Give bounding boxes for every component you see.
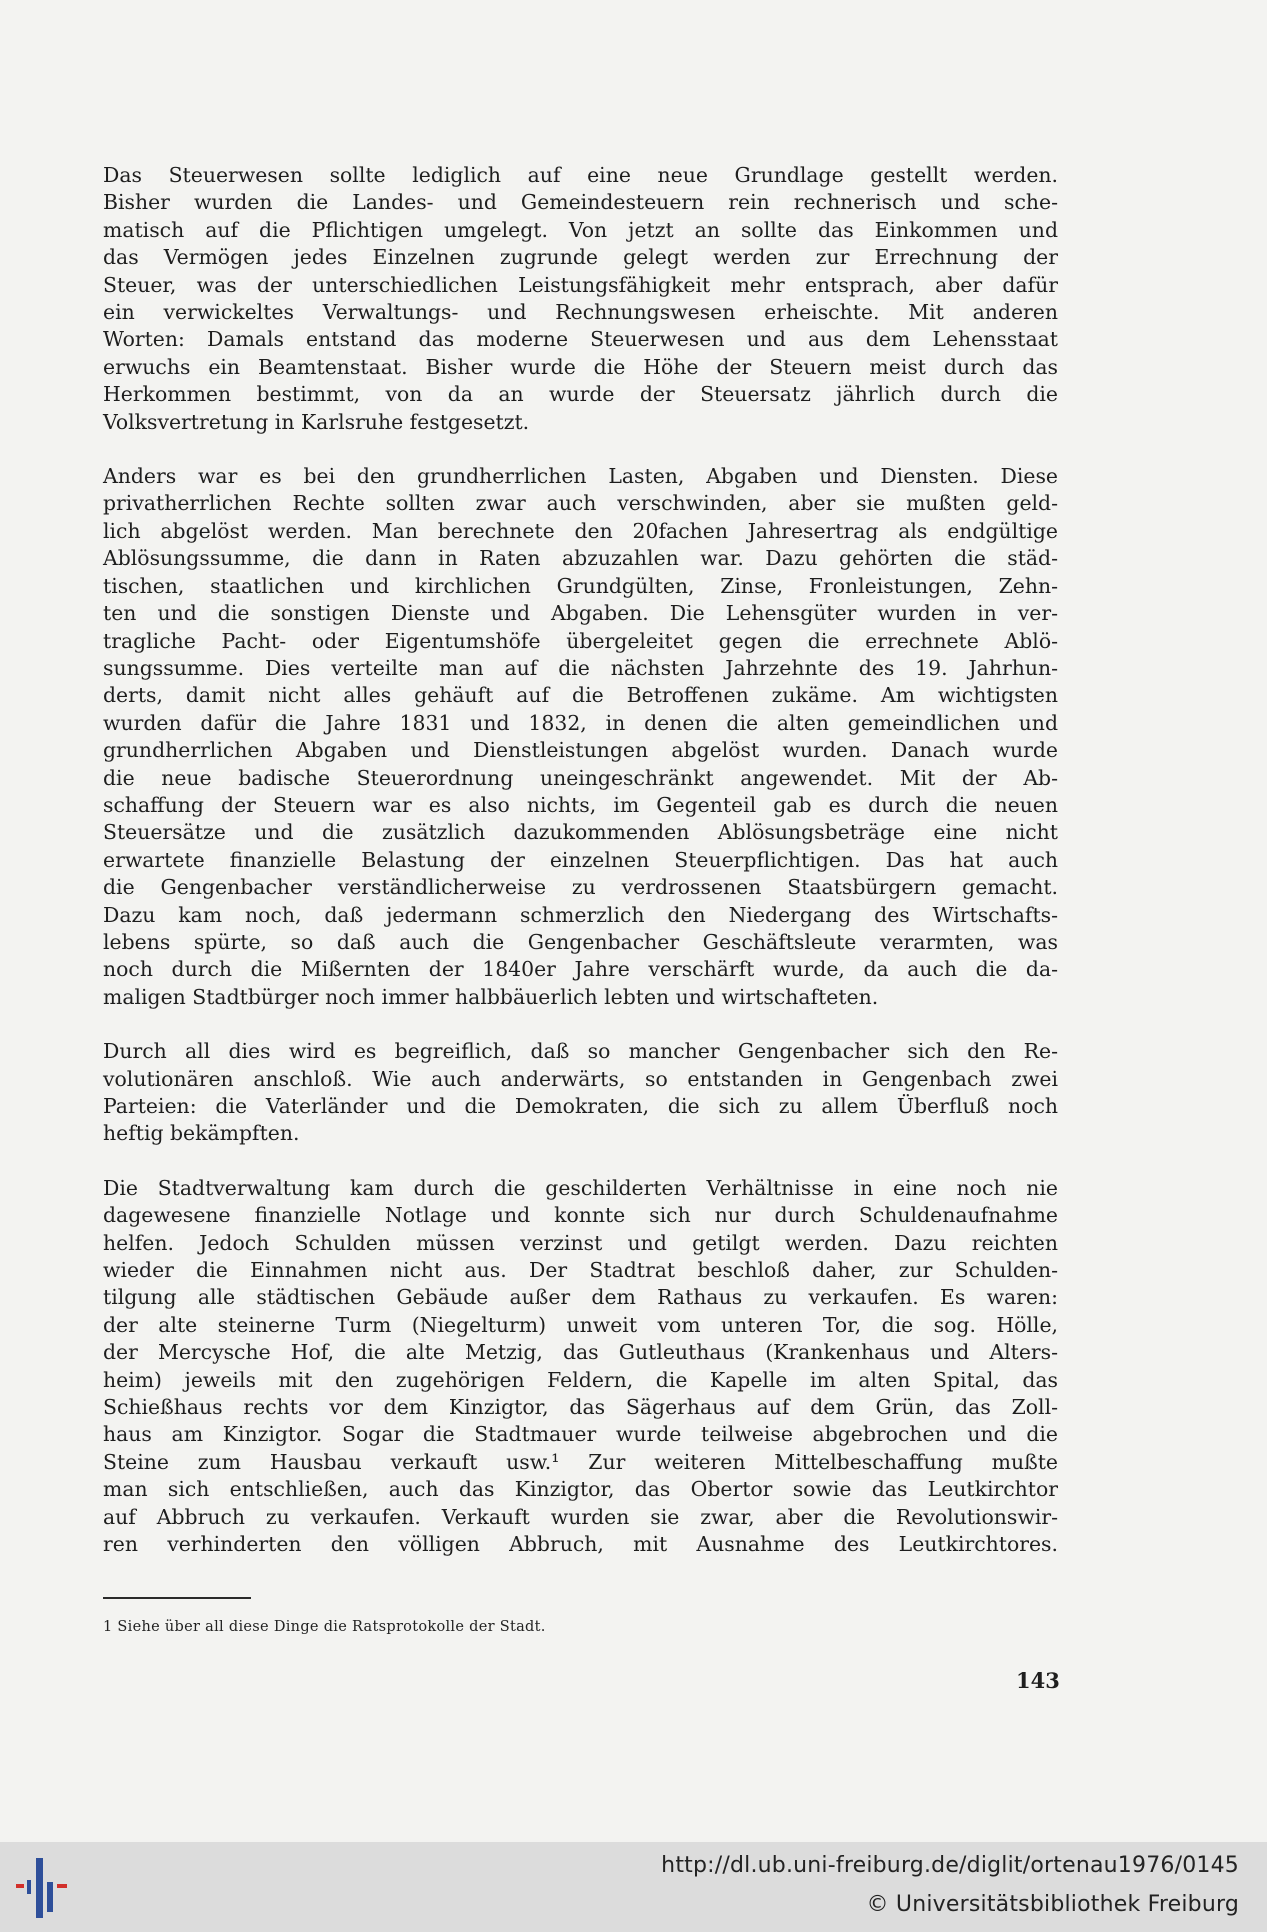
text-line: erwuchs ein Beamtenstaat. Bisher wurde die Höhe der Steuern meist durch das [103, 354, 1058, 379]
text-line: Steine zum Hausbau verkauft usw.¹ Zur weiteren Mittelbeschaffung mußte [103, 1449, 1058, 1474]
text-line: ren verhinderten den völligen Abbruch, mit Ausnahme des Leutkirchtores. [103, 1532, 1058, 1557]
text-line: ein verwickeltes Verwaltungs- und Rechnungswesen erheischte. Mit anderen [103, 300, 1058, 325]
text-line: das Vermögen jedes Einzelnen zugrunde gelegt werden zur Errechnung der [103, 245, 1058, 270]
text-line: schaffung der Steuern war es also nichts, im Gegenteil gab es durch die neuen [103, 792, 1058, 817]
text-line: haus am Kinzigtor. Sogar die Stadtmauer wurde teilweise abgebrochen und die [103, 1422, 1058, 1447]
text-line: grundherrlichen Abgaben und Dienstleistungen abgelöst wurden. Danach wurde [103, 738, 1058, 763]
text-line: Volksvertretung in Karlsruhe festgesetzt. [103, 409, 530, 434]
text-line: Schießhaus rechts vor dem Kinzigtor, das Sägerhaus auf dem Grün, das Zoll- [103, 1395, 1058, 1420]
text-line: tischen, staatlichen und kirchlichen Grundgülten, Zinse, Fronleistungen, Zehn- [103, 573, 1058, 598]
text-line: der alte steinerne Turm (Niegelturm) unweit vom unteren Tor, die sog. Hölle, [103, 1312, 1058, 1337]
text-line: ten und die sonstigen Dienste und Abgaben. Die Lehensgüter wurden in ver- [103, 601, 1058, 626]
text-line: erwartete finanzielle Belastung der einzelnen Steuerpflichtigen. Das hat auch [103, 847, 1058, 872]
paragraph-4 [103, 1175, 1058, 1559]
text-line: dagewesene finanzielle Notlage und konnte sich nur durch Schuldenaufnahme [103, 1203, 1058, 1228]
text-line: Das Steuerwesen sollte lediglich auf eine neue Grundlage gestellt werden. [103, 163, 1058, 187]
logo-red-dash-right [57, 1884, 67, 1888]
text-line: privatherrlichen Rechte sollten zwar auch verschwinden, aber sie mußten geld- [103, 491, 1058, 516]
text-line: tragliche Pacht- oder Eigentumshöfe übergeleitet gegen die errechnete Ablö- [103, 628, 1058, 653]
library-logo-icon [14, 1852, 78, 1922]
text-line: maligen Stadtbürger noch immer halbbäuerlich lebten und wirtschafteten. [103, 984, 879, 1009]
text-line: Steuersätze und die zusätzlich dazukommenden Ablösungsbeträge eine nicht [103, 820, 1058, 845]
text-line: Herkommen bestimmt, von da an wurde der Steuersatz jährlich durch die [103, 382, 1058, 407]
logo-blue-bar-tall [36, 1858, 43, 1918]
text-line: wieder die Einnahmen nicht aus. Der Stadtrat beschloß daher, zur Schulden- [103, 1258, 1058, 1283]
text-line: die neue badische Steuerordnung uneingeschränkt angewendet. Mit der Ab- [103, 765, 1058, 790]
text-line: sungssumme. Dies verteilte man auf die nächsten Jahrzehnte des 19. Jahrhun- [103, 655, 1058, 680]
text-line: Ablösungssumme, die dann in Raten abzuzahlen war. Dazu gehörten die städ- [103, 546, 1058, 571]
text-line: heftig bekämpften. [103, 1121, 300, 1146]
text-line: Parteien: die Vaterländer und die Demokraten, die sich zu allem Überfluß noch [103, 1094, 1058, 1118]
footer-url-link[interactable]: http://dl.ub.uni-freiburg.de/diglit/ortenau1976/0145 [661, 1853, 1239, 1878]
text-line: noch durch die Mißernten der 1840er Jahre verschärft wurde, da auch die da- [103, 957, 1058, 982]
text-line: Anders war es bei den grundherrlichen Lasten, Abgaben und Diensten. Diese [103, 464, 1058, 489]
logo-blue-bar-mid [47, 1882, 53, 1912]
text-line: heim) jeweils mit den zugehörigen Feldern, die Kapelle im alten Spital, das [103, 1367, 1058, 1392]
text-line: volutionären anschloß. Wie auch anderwärts, so entstanden in Gengenbach zwei [103, 1066, 1058, 1091]
text-line: auf Abbruch zu verkaufen. Verkauft wurden sie zwar, aber die Revolutionswir- [103, 1504, 1058, 1529]
footnote: 1 Siehe über all diese Dinge die Ratsprotokolle der Stadt. [103, 1619, 546, 1635]
text-line: matisch auf die Pflichtigen umgelegt. Von jetzt an sollte das Einkommen und [103, 217, 1058, 242]
text-line: Die Stadtverwaltung kam durch die geschilderten Verhältnisse in eine noch nie [103, 1175, 1058, 1200]
text-line: tilgung alle städtischen Gebäude außer dem Rathaus zu verkaufen. Es waren: [103, 1285, 1058, 1310]
footnote-divider [103, 1597, 251, 1599]
text-line: Bisher wurden die Landes- und Gemeindesteuern rein rechnerisch und sche- [103, 190, 1058, 215]
text-line: Dazu kam noch, daß jedermann schmerzlich den Niedergang des Wirtschafts- [103, 902, 1058, 927]
text-line: der Mercysche Hof, die alte Metzig, das Gutleuthaus (Krankenhaus und Alters- [103, 1340, 1058, 1365]
main-text [103, 162, 1058, 1586]
paragraph-3 [103, 1038, 1058, 1148]
text-line: man sich entschließen, auch das Kinzigtor, das Obertor sowie das Leutkirchtor [103, 1477, 1058, 1502]
paragraph-2 [103, 463, 1058, 1011]
text-line: lebens spürte, so daß auch die Gengenbacher Geschäftsleute verarmten, was [103, 929, 1058, 954]
text-line: helfen. Jedoch Schulden müssen verzinst und getilgt werden. Dazu reichten [103, 1230, 1058, 1255]
logo-red-dash-left [16, 1884, 24, 1888]
logo-blue-bar-short [27, 1880, 31, 1894]
text-line: derts, damit nicht alles gehäuft auf die Betroffenen zukäme. Am wichtigsten [103, 683, 1058, 708]
text-line: Worten: Damals entstand das moderne Steuerwesen und aus dem Lehensstaat [103, 327, 1058, 352]
text-line: wurden dafür die Jahre 1831 und 1832, in denen die alten gemeindlichen und [103, 710, 1058, 735]
text-line: Steuer, was der unterschiedlichen Leistungsfähigkeit mehr entsprach, aber dafür [103, 272, 1058, 297]
text-line: Durch all dies wird es begreiflich, daß so mancher Gengenbacher sich den Re- [103, 1039, 1058, 1064]
text-line: lich abgelöst werden. Man berechnete den 20fachen Jahresertrag als endgültige [103, 518, 1058, 543]
text-line: die Gengenbacher verständlicherweise zu verdrossenen Staatsbürgern gemacht. [103, 875, 1058, 900]
page-number: 143 [1016, 1668, 1060, 1693]
paragraph-1 [103, 162, 1058, 436]
footer-copyright: © Universitätsbibliothek Freiburg [866, 1892, 1239, 1917]
